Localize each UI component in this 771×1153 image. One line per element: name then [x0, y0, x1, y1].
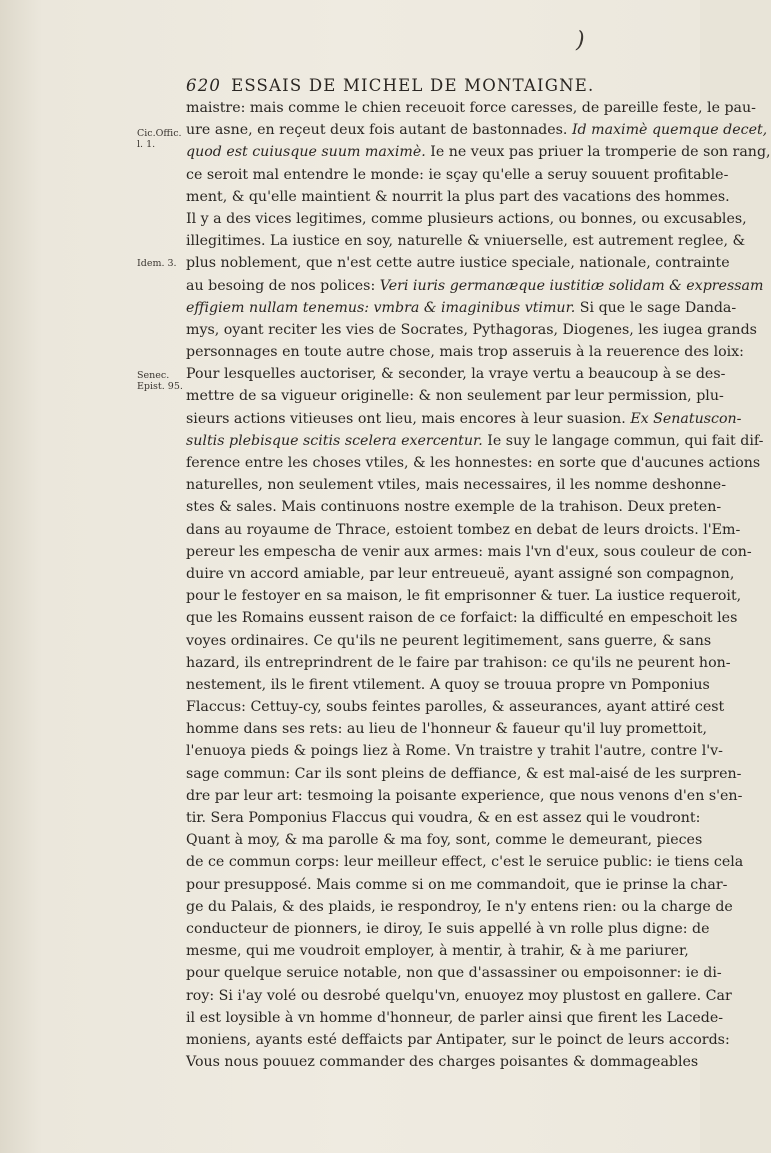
text-segment: ce seroit mal entendre le monde: ie sçay qu'elle a seruy souuent profitable- [186, 166, 729, 183]
text-segment: mettre de sa vigueur originelle: & non seulement par leur permission, plu- [186, 388, 724, 405]
text-line [186, 563, 735, 585]
text-line [186, 408, 742, 430]
text-segment: ference entre les choses vtiles, & les honnestes: en sorte que d'aucunes actions [186, 455, 761, 471]
text-segment: Flaccus: Cettuy-cy, soubs feintes parolles, & asseurances, ayant attiré cest [186, 699, 725, 716]
running-header [186, 76, 626, 95]
text-segment: stes & sales. Mais continuons nostre exemple de la trahison. Deux preten- [186, 499, 722, 516]
text-line [186, 385, 724, 407]
text-line [186, 851, 744, 873]
running-title: ESSAIS DE MICHEL DE MONTAIGNE. [231, 76, 595, 95]
margin-note: Senec. Epist. 95. [137, 370, 183, 392]
text-line [186, 363, 726, 385]
text-segment: Pour lesquelles auctoriser, & seconder, la vraye vertu a beaucoup à se des- [186, 366, 726, 383]
text-line [186, 541, 752, 563]
text-line [186, 718, 707, 740]
text-segment: plus noblement, que n'est cette autre iustice speciale, nationale, contrainte [186, 255, 730, 272]
text-segment: sieurs actions vitieuses ont lieu, mais encores à leur suasion. [186, 410, 631, 427]
text-segment: moniens, ayants esté deffaicts par Antipater, sur le poinct de leurs accords: [186, 1031, 730, 1048]
body-text [186, 97, 771, 1073]
text-line [186, 252, 730, 274]
text-segment: pour le festoyer en sa maison, le fit emprisonner & tuer. La iustice requeroit, [186, 588, 742, 605]
text-line [186, 896, 733, 918]
latin-quotation: Id maximè quemque decet, [571, 122, 768, 139]
text-line [186, 319, 757, 341]
text-segment: homme dans ses rets: au lieu de l'honneur & faueur qu'il luy promettoit, [186, 721, 707, 738]
text-line [186, 1007, 724, 1029]
text-segment: pour quelque seruice notable, non que d'assassiner ou empoisonner: ie di- [186, 965, 722, 982]
text-segment: sage commun: Car ils sont pleins de deffiance, & est mal-aisé de les surpren- [186, 765, 742, 782]
text-line [186, 275, 764, 297]
text-segment: Quant à moy, & ma parolle & ma foy, sont, comme le demeurant, pieces [186, 832, 703, 849]
text-line [186, 874, 728, 896]
text-line [186, 496, 722, 518]
text-line [186, 740, 723, 762]
text-line [186, 807, 701, 829]
text-line [186, 186, 730, 208]
latin-quotation: Ex Senatuscon- [630, 410, 742, 427]
text-segment: au besoing de nos polices: [186, 277, 380, 294]
text-line [186, 674, 710, 696]
text-segment: Vous nous pouuez commander des charges poisantes & dommageables [186, 1054, 699, 1071]
text-segment: pereur les empescha de venir aux armes: mais l'vn d'eux, sous couleur de con- [186, 543, 752, 560]
text-segment: Ie ne veux pas priuer la tromperie de son rang, [425, 144, 771, 161]
text-segment: duire vn accord amiable, par leur entreueuë, ayant assigné son compagnon, [186, 565, 735, 582]
text-line [186, 652, 731, 674]
text-line [186, 785, 743, 807]
latin-quotation: sultis plebisque scitis scelera exercentur. [186, 432, 483, 449]
text-line [186, 940, 689, 962]
text-line [186, 474, 726, 496]
text-segment: l'enuoya pieds & poings liez à Rome. Vn traistre y trahit l'autre, contre l'v- [186, 743, 723, 760]
text-line [186, 585, 742, 607]
text-line [186, 208, 747, 230]
text-line [186, 97, 756, 119]
text-line [186, 829, 703, 851]
text-line [186, 918, 710, 940]
text-line [186, 519, 741, 541]
text-segment: mys, oyant reciter les vies de Socrates, Pythagoras, Diogenes, les iugea grands [186, 321, 757, 338]
text-line [186, 430, 764, 452]
text-segment: Ie suy le langage commun, qui fait dif- [482, 432, 764, 449]
text-segment: illegitimes. La iustice en soy, naturelle & vniuerselle, est autrement reglee, & [186, 233, 746, 250]
latin-quotation: Veri iuris germanæque iustitiæ solidam & expressam [379, 277, 764, 294]
text-line [186, 452, 761, 474]
margin-note: Idem. 3. [137, 258, 177, 269]
text-segment: ure asne, en reçeut deux fois autant de bastonnades. [186, 122, 572, 139]
text-segment: roy: Si i'ay volé ou desrobé quelqu'vn, enuoyez moy plustost en gallere. Car [186, 987, 732, 1004]
text-segment: tir. Sera Pomponius Flaccus qui voudra, & en est assez qui le voudront: [186, 810, 701, 826]
text-line [186, 962, 722, 984]
text-segment: Il y a des vices legitimes, comme plusieurs actions, ou bonnes, ou excusables, [186, 210, 747, 227]
text-segment: hazard, ils entreprindrent de le faire par trahison: ce qu'ils ne peurent hon- [186, 654, 731, 671]
text-line [186, 230, 746, 252]
text-segment: dre par leur art: tesmoing la poisante experience, que nous venons d'en s'en- [186, 787, 743, 804]
text-line [186, 763, 742, 785]
page-number: 620 [186, 76, 222, 95]
text-line [186, 297, 737, 319]
text-line [186, 1029, 730, 1051]
text-line [186, 985, 732, 1007]
text-line [186, 141, 771, 163]
text-segment: Si que le sage Danda- [575, 299, 737, 316]
text-segment: il est loysible à vn homme d'honneur, de parler ainsi que firent les Lacede- [186, 1009, 724, 1026]
text-line [186, 630, 712, 652]
text-segment: mesme, qui me voudroit employer, à mentir, à trahir, & à me pariurer, [186, 943, 689, 960]
margin-note: Cic.Offic. l. 1. [137, 128, 182, 150]
text-line [186, 607, 738, 629]
latin-quotation: effigiem nullam tenemus: vmbra & imaginibus vtimur. [186, 299, 576, 316]
latin-quotation: quod est cuiusque suum maximè. [186, 144, 426, 161]
text-segment: nestement, ils le firent vtilement. A quoy se trouua propre vn Pomponius [186, 676, 710, 693]
page-mark: ) [576, 28, 585, 53]
text-segment: maistre: mais comme le chien receuoit force caresses, de pareille feste, le pau- [186, 100, 756, 116]
text-segment: personnages en toute autre chose, mais trop asseruis à la reuerence des loix: [186, 344, 744, 361]
text-line [186, 341, 744, 363]
text-segment: naturelles, non seulement vtiles, mais necessaires, il les nomme deshonne- [186, 477, 726, 494]
text-segment: ge du Palais, & des plaids, ie respondroy, Ie n'y entens rien: ou la charge de [186, 898, 733, 915]
text-segment: pour presupposé. Mais comme si on me commandoit, que ie prinse la char- [186, 876, 728, 893]
text-line [186, 1051, 699, 1073]
text-line [186, 119, 768, 141]
text-segment: conducteur de pionners, ie diroy, Ie suis appellé à vn rolle plus digne: de [186, 920, 710, 937]
text-segment: voyes ordinaires. Ce qu'ils ne peurent legitimement, sans guerre, & sans [186, 632, 712, 649]
text-line [186, 164, 729, 186]
text-segment: que les Romains eussent raison de ce forfaict: la difficulté en empeschoit les [186, 610, 738, 627]
text-line [186, 696, 725, 718]
text-segment: dans au royaume de Thrace, estoient tombez en debat de leurs droicts. l'Em- [186, 521, 741, 538]
text-segment: ment, & qu'elle maintient & nourrit la plus part des vacations des hommes. [186, 188, 730, 205]
text-segment: de ce commun corps: leur meilleur effect, c'est le seruice public: ie tiens cela [186, 854, 744, 871]
